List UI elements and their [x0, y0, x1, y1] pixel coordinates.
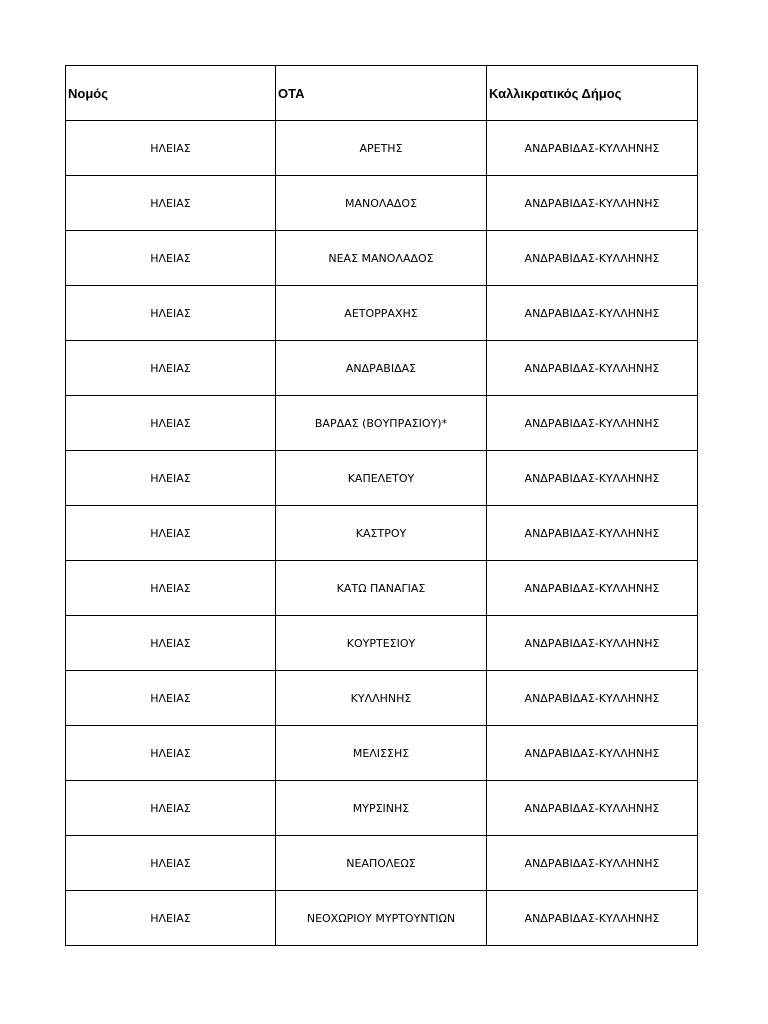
cell-dimos: ΑΝΔΡΑΒΙΔΑΣ-ΚΥΛΛΗΝΗΣ: [487, 286, 698, 341]
cell-nomos: ΗΛΕΙΑΣ: [66, 836, 276, 891]
cell-ota: ΚΟΥΡΤΕΣΙΟΥ: [276, 616, 487, 671]
cell-dimos: ΑΝΔΡΑΒΙΔΑΣ-ΚΥΛΛΗΝΗΣ: [487, 616, 698, 671]
cell-dimos: ΑΝΔΡΑΒΙΔΑΣ-ΚΥΛΛΗΝΗΣ: [487, 231, 698, 286]
table-row: [66, 121, 698, 176]
cell-dimos: ΑΝΔΡΑΒΙΔΑΣ-ΚΥΛΛΗΝΗΣ: [487, 781, 698, 836]
cell-ota: ΝΕΑΣ ΜΑΝΟΛΑΔΟΣ: [276, 231, 487, 286]
cell-dimos: ΑΝΔΡΑΒΙΔΑΣ-ΚΥΛΛΗΝΗΣ: [487, 451, 698, 506]
cell-dimos: ΑΝΔΡΑΒΙΔΑΣ-ΚΥΛΛΗΝΗΣ: [487, 121, 698, 176]
cell-nomos: ΗΛΕΙΑΣ: [66, 231, 276, 286]
cell-ota: ΚΥΛΛΗΝΗΣ: [276, 671, 487, 726]
cell-nomos: ΗΛΕΙΑΣ: [66, 121, 276, 176]
cell-ota: ΚΑΣΤΡΟΥ: [276, 506, 487, 561]
table-row: [66, 726, 698, 781]
cell-dimos: ΑΝΔΡΑΒΙΔΑΣ-ΚΥΛΛΗΝΗΣ: [487, 891, 698, 946]
cell-dimos: ΑΝΔΡΑΒΙΔΑΣ-ΚΥΛΛΗΝΗΣ: [487, 671, 698, 726]
header-ota: ΟΤΑ: [276, 66, 487, 121]
table-row: [66, 231, 698, 286]
cell-dimos: ΑΝΔΡΑΒΙΔΑΣ-ΚΥΛΛΗΝΗΣ: [487, 836, 698, 891]
cell-nomos: ΗΛΕΙΑΣ: [66, 671, 276, 726]
header-kallikratikos-dimos: Καλλικρατικός Δήμος: [487, 66, 698, 121]
table-row: [66, 836, 698, 891]
table-header-row: [66, 66, 698, 121]
cell-ota: ΜΕΛΙΣΣΗΣ: [276, 726, 487, 781]
cell-nomos: ΗΛΕΙΑΣ: [66, 891, 276, 946]
cell-ota: ΑΝΔΡΑΒΙΔΑΣ: [276, 341, 487, 396]
cell-ota: ΑΕΤΟΡΡΑΧΗΣ: [276, 286, 487, 341]
table-row: [66, 451, 698, 506]
cell-nomos: ΗΛΕΙΑΣ: [66, 561, 276, 616]
header-nomos: Νομός: [66, 66, 276, 121]
cell-ota: ΒΑΡΔΑΣ (ΒΟΥΠΡΑΣΙΟΥ)*: [276, 396, 487, 451]
cell-ota: ΜΥΡΣΙΝΗΣ: [276, 781, 487, 836]
cell-ota: ΝΕΑΠΟΛΕΩΣ: [276, 836, 487, 891]
table-row: [66, 891, 698, 946]
cell-nomos: ΗΛΕΙΑΣ: [66, 781, 276, 836]
table-row: [66, 671, 698, 726]
table-row: [66, 616, 698, 671]
cell-nomos: ΗΛΕΙΑΣ: [66, 451, 276, 506]
table-row: [66, 396, 698, 451]
cell-ota: ΑΡΕΤΗΣ: [276, 121, 487, 176]
cell-dimos: ΑΝΔΡΑΒΙΔΑΣ-ΚΥΛΛΗΝΗΣ: [487, 176, 698, 231]
table-body: [66, 121, 698, 946]
cell-ota: ΜΑΝΟΛΑΔΟΣ: [276, 176, 487, 231]
cell-ota: ΚΑΠΕΛΕΤΟΥ: [276, 451, 487, 506]
cell-dimos: ΑΝΔΡΑΒΙΔΑΣ-ΚΥΛΛΗΝΗΣ: [487, 726, 698, 781]
municipality-table: [65, 65, 698, 946]
cell-nomos: ΗΛΕΙΑΣ: [66, 396, 276, 451]
cell-nomos: ΗΛΕΙΑΣ: [66, 616, 276, 671]
cell-nomos: ΗΛΕΙΑΣ: [66, 506, 276, 561]
table-row: [66, 561, 698, 616]
cell-nomos: ΗΛΕΙΑΣ: [66, 341, 276, 396]
cell-dimos: ΑΝΔΡΑΒΙΔΑΣ-ΚΥΛΛΗΝΗΣ: [487, 506, 698, 561]
cell-dimos: ΑΝΔΡΑΒΙΔΑΣ-ΚΥΛΛΗΝΗΣ: [487, 341, 698, 396]
cell-ota: ΚΑΤΩ ΠΑΝΑΓΙΑΣ: [276, 561, 487, 616]
table-row: [66, 176, 698, 231]
cell-dimos: ΑΝΔΡΑΒΙΔΑΣ-ΚΥΛΛΗΝΗΣ: [487, 561, 698, 616]
cell-nomos: ΗΛΕΙΑΣ: [66, 286, 276, 341]
table-row: [66, 781, 698, 836]
table-row: [66, 506, 698, 561]
cell-nomos: ΗΛΕΙΑΣ: [66, 176, 276, 231]
cell-dimos: ΑΝΔΡΑΒΙΔΑΣ-ΚΥΛΛΗΝΗΣ: [487, 396, 698, 451]
cell-nomos: ΗΛΕΙΑΣ: [66, 726, 276, 781]
table-row: [66, 341, 698, 396]
cell-ota: ΝΕΟΧΩΡΙΟΥ ΜΥΡΤΟΥΝΤΙΩΝ: [276, 891, 487, 946]
table-row: [66, 286, 698, 341]
